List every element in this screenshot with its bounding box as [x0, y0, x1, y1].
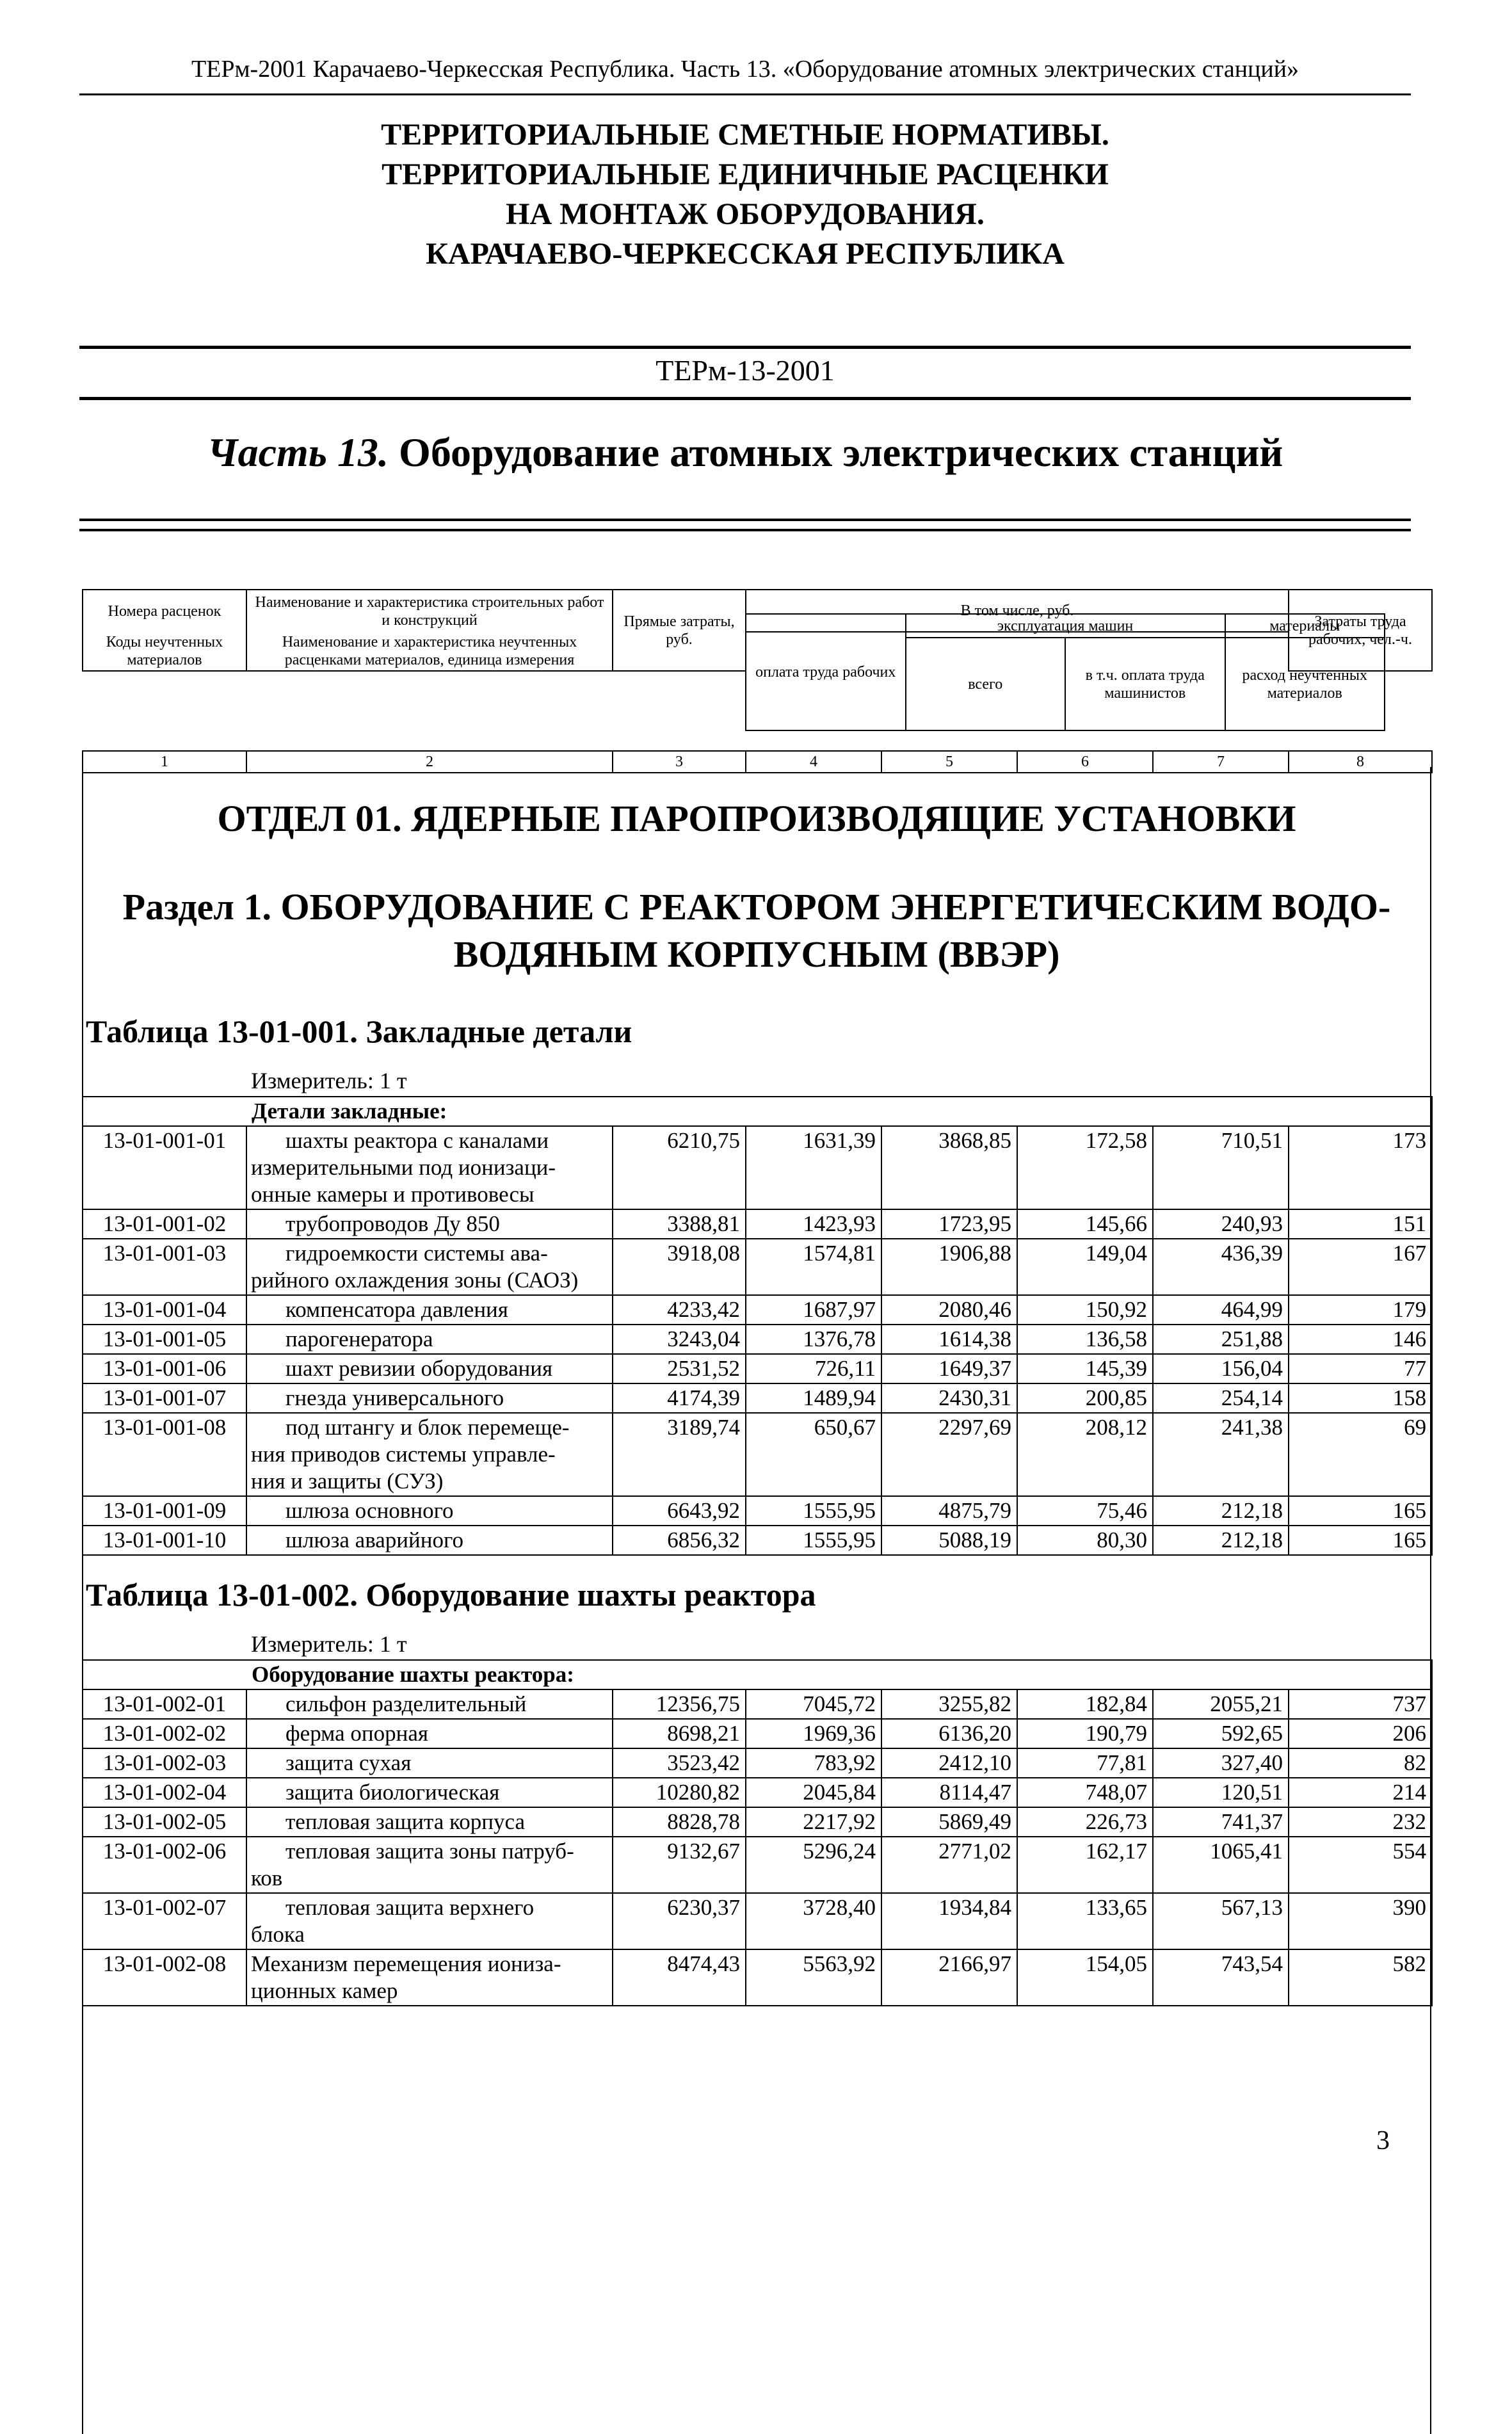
machinists-pay: 154,05	[1017, 1949, 1153, 2006]
col-number: 5	[881, 751, 1017, 773]
rate-code: 13-01-002-06	[83, 1837, 246, 1893]
labor-hours: 232	[1289, 1807, 1432, 1837]
labor-hours: 179	[1289, 1295, 1432, 1325]
rates-table	[82, 1096, 1433, 1556]
rate-code: 13-01-001-01	[83, 1126, 246, 1209]
hdr-labor-cost: Затраты труда рабочих, чел.-ч.	[1289, 590, 1432, 671]
machines-total: 2080,46	[881, 1295, 1017, 1325]
rate-name-line: парогенератора	[286, 1326, 433, 1351]
direct-cost: 8474,43	[613, 1949, 746, 2006]
labor-hours: 737	[1289, 1689, 1432, 1719]
rate-name	[246, 1413, 613, 1496]
direct-cost: 6230,37	[613, 1893, 746, 1949]
part-name: Оборудование атомных электрических станций	[399, 430, 1283, 475]
title-line: ТЕРРИТОРИАЛЬНЫЕ СМЕТНЫЕ НОРМАТИВЫ.	[381, 118, 1109, 152]
labor-hours: 165	[1289, 1526, 1432, 1555]
rate-name-line: ков	[251, 1866, 283, 1890]
labor-pay: 1687,97	[746, 1295, 881, 1325]
machinists-pay: 145,39	[1017, 1354, 1153, 1383]
machinists-pay: 80,30	[1017, 1526, 1153, 1555]
rate-code: 13-01-002-01	[83, 1689, 246, 1719]
materials-cost: 212,18	[1153, 1526, 1289, 1555]
labor-pay: 1631,39	[746, 1126, 881, 1209]
labor-pay: 783,92	[746, 1748, 881, 1778]
table-row	[83, 1354, 1432, 1383]
divider	[79, 529, 1411, 531]
direct-cost: 9132,67	[613, 1837, 746, 1893]
machinists-pay: 226,73	[1017, 1807, 1153, 1837]
group-row	[83, 1660, 1432, 1689]
labor-hours: 77	[1289, 1354, 1432, 1383]
hdr-incl: В том числе, руб.	[746, 590, 1289, 632]
machines-total: 5088,19	[881, 1526, 1017, 1555]
divider	[79, 519, 1411, 521]
rate-name	[246, 1837, 613, 1893]
col-number: 6	[1017, 751, 1153, 773]
labor-pay: 1555,95	[746, 1526, 881, 1555]
table-row	[83, 1893, 1432, 1949]
part-title	[79, 429, 1411, 476]
rate-code: 13-01-002-03	[83, 1748, 246, 1778]
hdr-labor-pay: оплата труда рабочих	[746, 614, 906, 730]
materials-cost: 254,14	[1153, 1383, 1289, 1413]
rate-name	[246, 1239, 613, 1295]
labor-hours: 151	[1289, 1209, 1432, 1239]
direct-cost: 2531,52	[613, 1354, 746, 1383]
machinists-pay: 75,46	[1017, 1496, 1153, 1526]
rate-name	[246, 1748, 613, 1778]
materials-cost: 2055,21	[1153, 1689, 1289, 1719]
rate-name-line: онные камеры и противовесы	[251, 1182, 535, 1207]
labor-pay: 7045,72	[746, 1689, 881, 1719]
hdr-machines-total: всего	[906, 638, 1066, 730]
machines-total: 1614,38	[881, 1325, 1017, 1354]
direct-cost: 6856,32	[613, 1526, 746, 1555]
rate-name-line: шахт ревизии оборудования	[286, 1356, 553, 1381]
machines-total: 1723,95	[881, 1209, 1017, 1239]
labor-pay: 1555,95	[746, 1496, 881, 1526]
machinists-pay: 133,65	[1017, 1893, 1153, 1949]
machines-total: 1934,84	[881, 1893, 1017, 1949]
group-label: Оборудование шахты реактора:	[246, 1660, 1432, 1689]
direct-cost: 8698,21	[613, 1719, 746, 1748]
rate-code: 13-01-002-04	[83, 1778, 246, 1807]
title-line: НА МОНТАЖ ОБОРУДОВАНИЯ.	[506, 197, 985, 231]
column-header-subtable	[745, 613, 1385, 731]
section-heading	[82, 883, 1431, 978]
table-row	[83, 1748, 1432, 1778]
table-row	[83, 1949, 1432, 2006]
materials-cost: 240,93	[1153, 1209, 1289, 1239]
section-line: ВОДЯНЫМ КОРПУСНЫМ (ВВЭР)	[453, 933, 1060, 975]
machines-total: 2412,10	[881, 1748, 1017, 1778]
hdr-machines: эксплуатация машин	[906, 614, 1225, 638]
labor-pay: 3728,40	[746, 1893, 881, 1949]
labor-pay: 5296,24	[746, 1837, 881, 1893]
rate-code: 13-01-002-05	[83, 1807, 246, 1837]
rate-code: 13-01-001-07	[83, 1383, 246, 1413]
rate-code: 13-01-001-09	[83, 1496, 246, 1526]
machines-total: 3255,82	[881, 1689, 1017, 1719]
rate-name-line: защита биологическая	[286, 1780, 500, 1805]
rate-name-line: трубопроводов Ду 850	[286, 1211, 500, 1236]
table-row	[83, 1719, 1432, 1748]
direct-cost: 6643,92	[613, 1496, 746, 1526]
materials-cost: 212,18	[1153, 1496, 1289, 1526]
rate-name	[246, 1295, 613, 1325]
hdr-materials-unaccounted: расход неучтенных материалов	[1225, 638, 1385, 730]
machinists-pay: 182,84	[1017, 1689, 1153, 1719]
divider	[79, 346, 1411, 349]
labor-pay: 650,67	[746, 1413, 881, 1496]
hdr-name-top: Наименование и характеристика строительных работ и конструкций	[246, 590, 613, 632]
rate-name-line: защита сухая	[286, 1750, 412, 1775]
department-heading: ОТДЕЛ 01. ЯДЕРНЫЕ ПАРОПРОИЗВОДЯЩИЕ УСТАНОВКИ	[217, 798, 1296, 839]
rate-name-line: шлюза аварийного	[286, 1527, 463, 1552]
direct-cost: 3523,42	[613, 1748, 746, 1778]
rate-name-line: ния и защиты (СУЗ)	[251, 1469, 444, 1494]
direct-cost: 6210,75	[613, 1126, 746, 1209]
machines-total: 1906,88	[881, 1239, 1017, 1295]
table-measure: Измеритель: 1 т	[251, 1068, 407, 1093]
labor-hours: 146	[1289, 1325, 1432, 1354]
page-number: 3	[1376, 2126, 1390, 2156]
labor-hours: 582	[1289, 1949, 1432, 2006]
direct-cost: 4174,39	[613, 1383, 746, 1413]
table-row	[83, 1126, 1432, 1209]
table-row	[83, 1496, 1432, 1526]
col-number: 8	[1289, 751, 1432, 773]
rate-code: 13-01-001-10	[83, 1526, 246, 1555]
title-line: КАРАЧАЕВО-ЧЕРКЕССКАЯ РЕСПУБЛИКА	[426, 237, 1065, 271]
table-measure: Измеритель: 1 т	[251, 1631, 407, 1657]
labor-hours: 554	[1289, 1837, 1432, 1893]
rate-name-line: тепловая защита корпуса	[286, 1809, 525, 1834]
labor-hours: 167	[1289, 1239, 1432, 1295]
labor-pay: 1489,94	[746, 1383, 881, 1413]
document-title	[79, 115, 1411, 274]
table-row	[83, 1209, 1432, 1239]
labor-hours: 390	[1289, 1893, 1432, 1949]
materials-cost: 710,51	[1153, 1126, 1289, 1209]
rate-name	[246, 1325, 613, 1354]
hdr-machinists-pay: в т.ч. оплата труда машинистов	[1065, 638, 1225, 730]
col-number: 4	[746, 751, 881, 773]
rate-name-line: тепловая защита верхнего	[286, 1895, 535, 1920]
machines-total: 2297,69	[881, 1413, 1017, 1496]
rate-name-line: шахты реактора с каналами	[286, 1128, 549, 1153]
machines-total: 2166,97	[881, 1949, 1017, 2006]
group-label: Детали закладные:	[246, 1097, 1432, 1126]
machinists-pay: 149,04	[1017, 1239, 1153, 1295]
rate-name-line: ционных камер	[251, 1978, 398, 2003]
rate-name-line: компенсатора давления	[286, 1297, 508, 1322]
machines-total: 2771,02	[881, 1837, 1017, 1893]
hdr-materials: материалы	[1225, 614, 1385, 638]
labor-pay: 726,11	[746, 1354, 881, 1383]
machinists-pay: 172,58	[1017, 1126, 1153, 1209]
materials-cost: 251,88	[1153, 1325, 1289, 1354]
table-row	[83, 1526, 1432, 1555]
labor-hours: 158	[1289, 1383, 1432, 1413]
hdr-direct: Прямые затраты, руб.	[613, 590, 746, 671]
rate-code: 13-01-002-08	[83, 1949, 246, 2006]
rate-name-line: шлюза основного	[286, 1498, 454, 1523]
rate-name-line: гнезда универсального	[286, 1385, 504, 1410]
labor-pay: 1574,81	[746, 1239, 881, 1295]
table-row	[83, 1325, 1432, 1354]
machines-total: 3868,85	[881, 1126, 1017, 1209]
machinists-pay: 748,07	[1017, 1778, 1153, 1807]
table-row	[83, 1807, 1432, 1837]
doc-code: ТЕРм-13-2001	[655, 354, 835, 387]
rate-name-line: ферма опорная	[286, 1721, 428, 1746]
table-title: Таблица 13-01-001. Закладные детали	[86, 1013, 632, 1049]
rate-name	[246, 1689, 613, 1719]
materials-cost: 327,40	[1153, 1748, 1289, 1778]
rates-table	[82, 1659, 1433, 2006]
labor-hours: 206	[1289, 1719, 1432, 1748]
materials-cost: 120,51	[1153, 1778, 1289, 1807]
direct-cost: 3243,04	[613, 1325, 746, 1354]
machines-total: 2430,31	[881, 1383, 1017, 1413]
materials-cost: 592,65	[1153, 1719, 1289, 1748]
direct-cost: 8828,78	[613, 1807, 746, 1837]
header-rule	[79, 93, 1411, 95]
machinists-pay: 190,79	[1017, 1719, 1153, 1748]
materials-cost: 464,99	[1153, 1295, 1289, 1325]
part-prefix: Часть 13.	[207, 430, 389, 475]
rate-name	[246, 1893, 613, 1949]
rate-name	[246, 1807, 613, 1837]
rate-name-line: ния приводов системы управле-	[251, 1442, 556, 1467]
machinists-pay: 136,58	[1017, 1325, 1153, 1354]
materials-cost: 156,04	[1153, 1354, 1289, 1383]
direct-cost: 10280,82	[613, 1778, 746, 1807]
rate-name-line: гидроемкости системы ава-	[286, 1241, 548, 1266]
materials-cost: 741,37	[1153, 1807, 1289, 1837]
rate-name	[246, 1354, 613, 1383]
labor-pay: 1423,93	[746, 1209, 881, 1239]
title-line: ТЕРРИТОРИАЛЬНЫЕ ЕДИНИЧНЫЕ РАСЦЕНКИ	[382, 157, 1109, 191]
machinists-pay: 145,66	[1017, 1209, 1153, 1239]
table-row	[83, 1837, 1432, 1893]
labor-pay: 2045,84	[746, 1778, 881, 1807]
labor-pay: 5563,92	[746, 1949, 881, 2006]
rate-code: 13-01-001-02	[83, 1209, 246, 1239]
group-spacer	[83, 1097, 246, 1126]
machinists-pay: 162,17	[1017, 1837, 1153, 1893]
rate-name	[246, 1949, 613, 2006]
materials-cost: 241,38	[1153, 1413, 1289, 1496]
rate-name	[246, 1526, 613, 1555]
col-number: 2	[246, 751, 613, 773]
rate-code: 13-01-001-05	[83, 1325, 246, 1354]
col-number: 3	[613, 751, 746, 773]
rate-code: 13-01-002-02	[83, 1719, 246, 1748]
labor-pay: 1376,78	[746, 1325, 881, 1354]
hdr-codes-top: Номера расценок	[83, 590, 246, 632]
table-title: Таблица 13-01-002. Оборудование шахты реактора	[86, 1577, 816, 1613]
labor-pay: 2217,92	[746, 1807, 881, 1837]
machinists-pay: 150,92	[1017, 1295, 1153, 1325]
labor-hours: 69	[1289, 1413, 1432, 1496]
running-header: ТЕРм-2001 Карачаево-Черкесская Республика. Часть 13. «Оборудование атомных электрических станций»	[191, 56, 1299, 83]
direct-cost: 3189,74	[613, 1413, 746, 1496]
table-row	[83, 1413, 1432, 1496]
section-line: Раздел 1. ОБОРУДОВАНИЕ С РЕАКТОРОМ ЭНЕРГЕТИЧЕСКИМ ВОДО-	[122, 886, 1391, 928]
labor-hours: 165	[1289, 1496, 1432, 1526]
labor-hours: 82	[1289, 1748, 1432, 1778]
group-spacer	[83, 1660, 246, 1689]
machines-total: 8114,47	[881, 1778, 1017, 1807]
rate-name	[246, 1126, 613, 1209]
materials-cost: 436,39	[1153, 1239, 1289, 1295]
labor-pay: 1969,36	[746, 1719, 881, 1748]
rate-name-line: рийного охлаждения зоны (САОЗ)	[251, 1268, 579, 1293]
table-row	[83, 1295, 1432, 1325]
machinists-pay: 208,12	[1017, 1413, 1153, 1496]
machinists-pay: 77,81	[1017, 1748, 1153, 1778]
rate-code: 13-01-001-06	[83, 1354, 246, 1383]
table-row	[83, 1383, 1432, 1413]
rate-name	[246, 1778, 613, 1807]
materials-cost: 567,13	[1153, 1893, 1289, 1949]
rate-code: 13-01-002-07	[83, 1893, 246, 1949]
rate-code: 13-01-001-04	[83, 1295, 246, 1325]
materials-cost: 743,54	[1153, 1949, 1289, 2006]
table-row	[83, 1239, 1432, 1295]
rate-name-line: тепловая защита зоны патруб-	[286, 1839, 574, 1864]
rate-name-line: измерительными под ионизаци-	[251, 1155, 556, 1180]
rate-name	[246, 1719, 613, 1748]
direct-cost: 4233,42	[613, 1295, 746, 1325]
divider	[79, 397, 1411, 400]
machinists-pay: 200,85	[1017, 1383, 1153, 1413]
machines-total: 4875,79	[881, 1496, 1017, 1526]
direct-cost: 3388,81	[613, 1209, 746, 1239]
labor-hours: 173	[1289, 1126, 1432, 1209]
group-row	[83, 1097, 1432, 1126]
rate-name	[246, 1209, 613, 1239]
machines-total: 5869,49	[881, 1807, 1017, 1837]
direct-cost: 12356,75	[613, 1689, 746, 1719]
machines-total: 1649,37	[881, 1354, 1017, 1383]
rate-name	[246, 1496, 613, 1526]
hdr-name-bottom: Наименование и характеристика неучтенных расценками материалов, единица измерения	[246, 632, 613, 671]
machines-total: 6136,20	[881, 1719, 1017, 1748]
rate-name	[246, 1383, 613, 1413]
rate-name-line: Механизм перемещения иониза-	[251, 1951, 561, 1976]
hdr-codes-bottom: Коды неучтенных материалов	[83, 632, 246, 671]
rate-name-line: под штангу и блок перемеще-	[286, 1415, 570, 1440]
col-number: 7	[1153, 751, 1289, 773]
rate-code: 13-01-001-03	[83, 1239, 246, 1295]
rate-name-line: блока	[251, 1922, 305, 1947]
direct-cost: 3918,08	[613, 1239, 746, 1295]
table-row	[83, 1689, 1432, 1719]
table-row	[83, 1778, 1432, 1807]
rate-code: 13-01-001-08	[83, 1413, 246, 1496]
col-number: 1	[83, 751, 246, 773]
labor-hours: 214	[1289, 1778, 1432, 1807]
rate-name-line: сильфон разделительный	[286, 1691, 527, 1716]
materials-cost: 1065,41	[1153, 1837, 1289, 1893]
